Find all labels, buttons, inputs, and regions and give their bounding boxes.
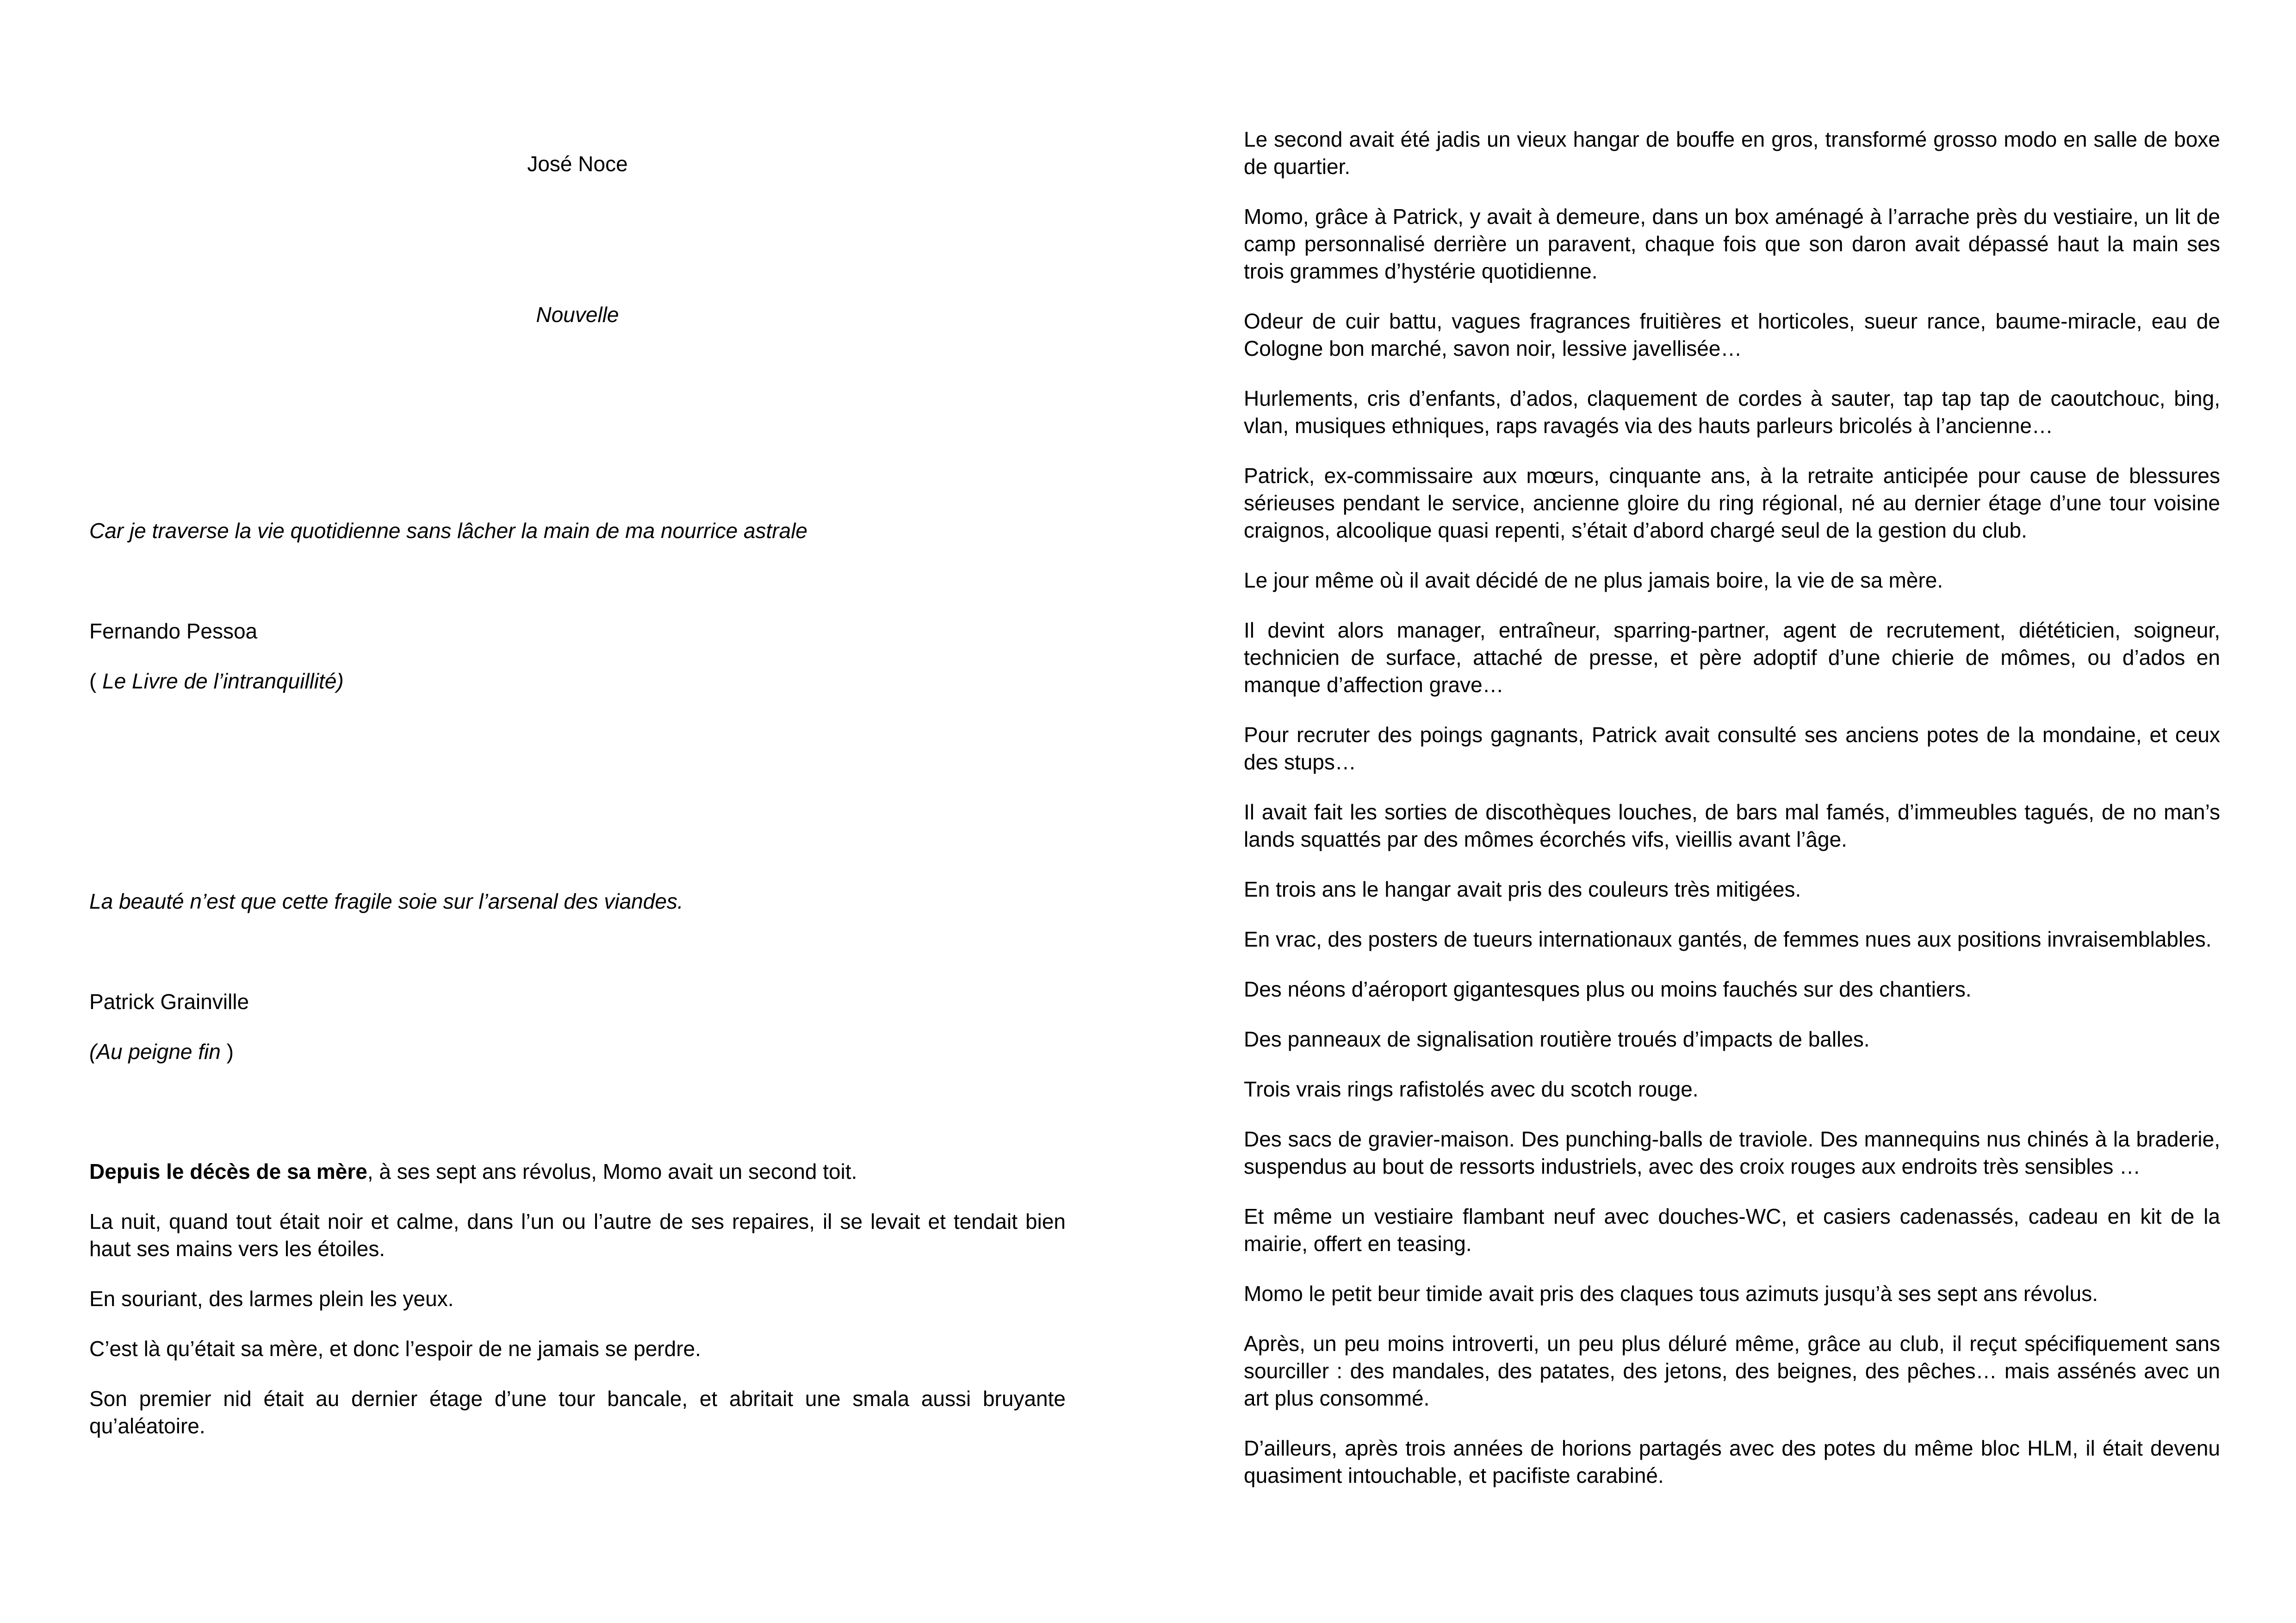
epigraph-author-1: Fernando Pessoa [89, 619, 258, 643]
right-paragraph: Hurlements, cris d’enfants, d’ados, claquement de cordes à sauter, tap tap tap de caoutchouc, bing, vlan, musiques ethniques, raps ravagés via des hauts parleurs bricolés à l’ancienne… [1244, 386, 2220, 438]
left-paragraph: C’est là qu’était sa mère, et donc l’espoir de ne jamais se perdre. [89, 1337, 701, 1361]
opening-paragraph [89, 1158, 1066, 1185]
opening-bold-lead: Depuis le décès de sa mère [89, 1159, 367, 1183]
epigraph-source-1-open: ( [89, 669, 103, 693]
right-paragraph: Trois vrais rings rafistolés avec du scotch rouge. [1244, 1077, 1699, 1101]
right-paragraph: D’ailleurs, après trois années de horions partagés avec des potes du même bloc HLM, il était devenu quasiment intouchable, et pacifiste carabiné. [1244, 1436, 2220, 1487]
right-paragraph: Pour recruter des poings gagnants, Patrick avait consulté ses anciens potes de la mondaine, et ceux des stups… [1244, 723, 2220, 774]
right-paragraph: Patrick, ex-commissaire aux mœurs, cinquante ans, à la retraite anticipée pour cause de blessures sérieuses pendant le service, ancienne gloire du ring régional, né au dernier étage d’une tour voisine craignos, alcoolique quasi repenti, s’était d’abord chargé seul de la gestion du club. [1244, 464, 2220, 542]
right-paragraph: Momo, grâce à Patrick, y avait à demeure, dans un box aménagé à l’arrache près du vestiaire, un lit de camp personnalisé derrière un paravent, chaque fois que son daron avait dépassé haut la main ses trois grammes d’hystérie quotidienne. [1244, 204, 2220, 283]
right-paragraph: Momo le petit beur timide avait pris des claques tous azimuts jusqu’à ses sept ans révolus. [1244, 1282, 2098, 1306]
right-paragraph: Des néons d’aéroport gigantesques plus ou moins fauchés sur des chantiers. [1244, 977, 1972, 1001]
author-name: José Noce [527, 152, 628, 176]
right-paragraph: Il devint alors manager, entraîneur, sparring-partner, agent de recrutement, diététicien, soigneur, technicien de surface, attaché de presse, et père adoptif d’une chierie de mômes, ou d’ados en manque d’affection grave… [1244, 618, 2220, 697]
left-paragraph: Son premier nid était au dernier étage d’une tour bancale, et abritait une smala aussi bruyante qu’aléatoire. [89, 1387, 1066, 1438]
right-paragraph: En trois ans le hangar avait pris des couleurs très mitigées. [1244, 877, 1801, 901]
right-paragraph: Des panneaux de signalisation routière troués d’impacts de balles. [1244, 1027, 1870, 1051]
epigraph-source-2-title: (Au peigne fin [89, 1040, 221, 1064]
right-paragraph: Odeur de cuir battu, vagues fragrances fruitières et horticoles, sueur rance, baume-miracle, eau de Cologne bon marché, savon noir, lessive javellisée… [1244, 309, 2220, 360]
epigraph-author-2: Patrick Grainville [89, 990, 249, 1014]
opening-rest: , à ses sept ans révolus, Momo avait un second toit. [367, 1159, 857, 1183]
right-paragraph: Le jour même où il avait décidé de ne plus jamais boire, la vie de sa mère. [1244, 568, 1943, 592]
right-paragraph: En vrac, des posters de tueurs internationaux gantés, de femmes nues aux positions invraisemblables. [1244, 927, 2212, 951]
epigraph-source-1 [89, 668, 1066, 695]
epigraph-source-2 [89, 1038, 1066, 1065]
genre-label: Nouvelle [536, 303, 619, 327]
right-paragraph: Après, un peu moins introverti, un peu plus déluré même, grâce au club, il reçut spécifiquement sans sourciller : des mandales, des patates, des jetons, des beignes, des pêches… mais assénés avec un art plus consommé. [1244, 1332, 2220, 1410]
epigraph-quote-2: La beauté n’est que cette fragile soie sur l’arsenal des viandes. [89, 889, 683, 913]
right-body-text [1244, 126, 2220, 1512]
right-page [1244, 0, 2220, 1623]
right-paragraph: Le second avait été jadis un vieux hangar de bouffe en gros, transformé grosso modo en salle de boxe de quartier. [1244, 127, 2220, 179]
right-paragraph: Des sacs de gravier-maison. Des punching-balls de traviole. Des mannequins nus chinés à la braderie, suspendus au bout de ressorts industriels, avec des croix rouges aux endroits très sensibles … [1244, 1127, 2220, 1178]
epigraph-source-2-close: ) [220, 1040, 234, 1064]
left-paragraph: La nuit, quand tout était noir et calme, dans l’un ou l’autre de ses repaires, il se levait et tendait bien haut ses mains vers les étoiles. [89, 1209, 1066, 1261]
left-page [89, 0, 1066, 1623]
right-paragraph: Il avait fait les sorties de discothèques louches, de bars mal famés, d’immeubles tagués, de no man’s lands squattés par des mômes écorchés vifs, vieillis avant l’âge. [1244, 800, 2220, 851]
left-paragraph: En souriant, des larmes plein les yeux. [89, 1287, 454, 1311]
epigraph-source-1-title: Le Livre de l’intranquillité) [102, 669, 344, 693]
right-paragraph: Et même un vestiaire flambant neuf avec douches-WC, et casiers cadenassés, cadeau en kit de la mairie, offert en teasing. [1244, 1204, 2220, 1256]
epigraph-quote-1: Car je traverse la vie quotidienne sans lâcher la main de ma nourrice astrale [89, 519, 808, 543]
